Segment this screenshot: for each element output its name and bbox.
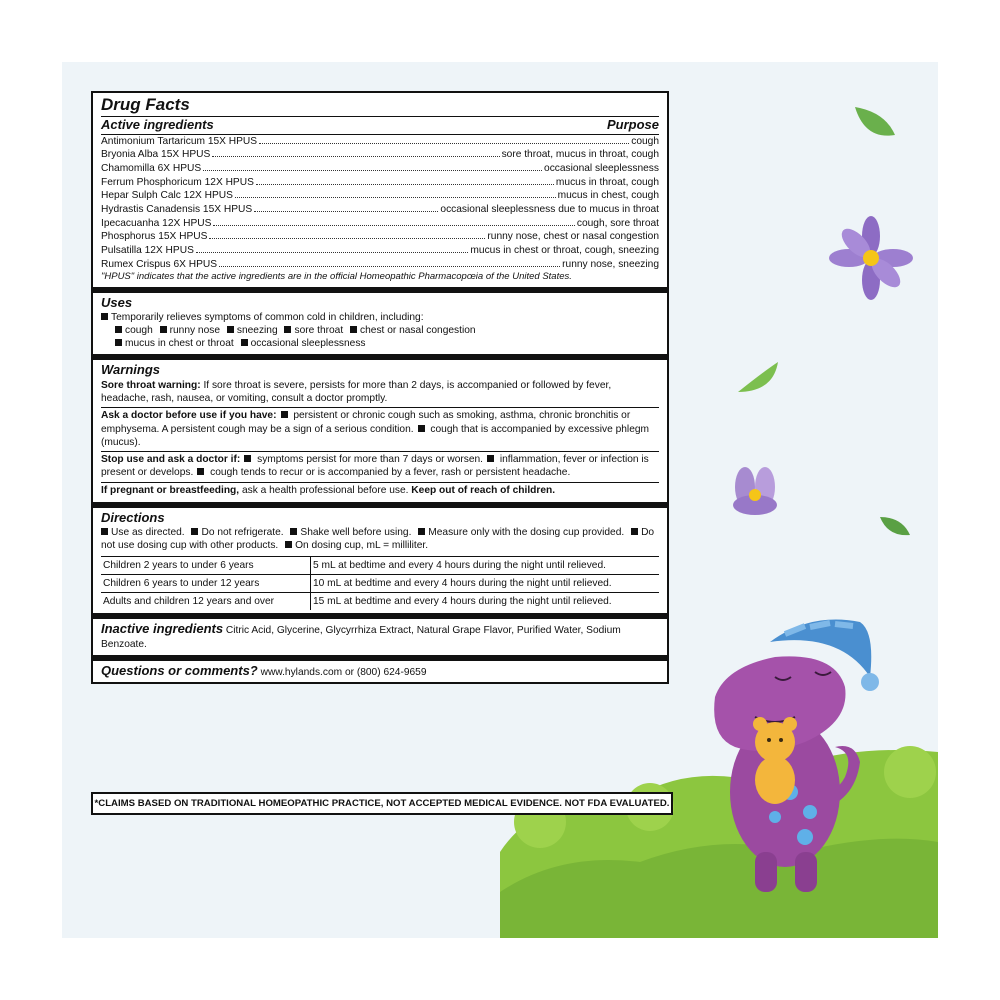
ingredient-row: [101, 217, 659, 231]
bullet-icon: [350, 326, 357, 333]
ingredient-row: [101, 189, 659, 203]
ingredient-purpose: mucus in chest or throat, cough, sneezing: [470, 245, 659, 257]
age-group: Children 6 years to under 12 years: [101, 574, 311, 592]
dosage-table: [101, 556, 659, 611]
ingredient-name: Antimonium Tartaricum 15X HPUS: [101, 135, 258, 147]
ingredient-name: Hepar Sulph Calc 12X HPUS: [101, 190, 233, 202]
directions-list: [101, 526, 659, 553]
age-group: Children 2 years to under 6 years: [101, 556, 311, 574]
ingredient-row: [101, 244, 659, 258]
ingredient-purpose: sore throat, mucus in throat, cough: [501, 149, 659, 161]
stop-use-warning: Stop use and ask a doctor if: symptoms persist for more than 7 days or worsen. inflammation, fever or infection is present or develops. cough tends to recur or is accompanied by a fever, rash or persistent headache.: [101, 452, 659, 483]
leaf-icon: [855, 107, 895, 136]
uses-header: Uses: [101, 294, 133, 310]
ingredient-name: Ipecacuanha 12X HPUS: [101, 217, 212, 229]
keep-out-of-reach: Keep out of reach of children.: [411, 484, 556, 496]
ingredient-purpose: cough, sore throat: [576, 217, 659, 229]
inactive-ingredients-section: [91, 615, 669, 656]
pregnancy-warning: If pregnant or breastfeeding, ask a health professional before use. Keep out of reach of children.: [101, 484, 556, 496]
inactive-ingredients-header: Inactive ingredients: [101, 621, 224, 637]
ingredient-row: [101, 148, 659, 162]
ingredient-row: [101, 258, 659, 272]
active-ingredients-header: Active ingredients: [101, 117, 214, 133]
use-item: chest or nasal congestion: [360, 325, 476, 337]
uses-list: [101, 324, 659, 337]
direction-item: Measure only with the dosing cup provided.: [428, 527, 625, 539]
use-item: mucus in chest or throat: [125, 338, 234, 350]
uses-intro: Temporarily relieves symptoms of common cold in children, including:: [111, 311, 424, 323]
use-item: sneezing: [236, 325, 278, 337]
directions-header: Directions: [101, 509, 165, 525]
warnings-section: [91, 356, 669, 504]
ingredient-row: [101, 230, 659, 244]
direction-item: Use as directed.: [111, 527, 185, 539]
uses-section: [91, 289, 669, 356]
leaf-icon: [738, 362, 778, 392]
bullet-icon: [290, 528, 297, 535]
flower-icon: [733, 467, 777, 515]
dose: 5 mL at bedtime and every 4 hours during the night until relieved.: [311, 556, 660, 574]
use-item: sore throat: [294, 325, 344, 337]
ingredient-name: Chamomilla 6X HPUS: [101, 162, 202, 174]
bullet-icon: [227, 326, 234, 333]
bullet-icon: [418, 528, 425, 535]
ingredient-purpose: occasional sleeplessness: [544, 162, 659, 174]
ingredient-purpose: cough: [631, 135, 659, 147]
bullet-icon: [115, 326, 122, 333]
ask-doctor-warning: Ask a doctor before use if you have: persistent or chronic cough such as smoking, asthma, chronic bronchitis or emphysema. A persistent cough may be a sign of a serious condition. cough that is accompanied by excessive phlegm (mucus).: [101, 408, 659, 452]
ingredient-list: [101, 135, 659, 272]
bullet-icon: [160, 326, 167, 333]
ingredient-row: [101, 176, 659, 190]
bullet-icon: [285, 541, 292, 548]
sore-throat-warning: Sore throat warning: If sore throat is severe, persists for more than 2 days, is accompanied or followed by fever, headache, rash, nausea, or vomiting, consult a doctor promptly.: [101, 378, 659, 409]
table-row: [101, 574, 659, 592]
drug-facts-label: [91, 91, 669, 684]
questions-contact: www.hylands.com or (800) 624-9659: [257, 666, 427, 678]
drug-facts-title: Drug Facts: [101, 95, 659, 117]
bullet-icon: [191, 528, 198, 535]
ingredient-purpose: runny nose, sneezing: [562, 258, 659, 270]
ingredient-name: Bryonia Alba 15X HPUS: [101, 149, 211, 161]
questions-header: Questions or comments?: [101, 662, 258, 678]
direction-item: Shake well before using.: [300, 527, 412, 539]
active-ingredients-section: [91, 91, 669, 289]
directions-section: [91, 504, 669, 616]
ingredient-name: Pulsatilla 12X HPUS: [101, 245, 194, 257]
table-row: [101, 593, 659, 611]
dose: 15 mL at bedtime and every 4 hours during the night until relieved.: [311, 593, 660, 611]
direction-item: Do not use dosing cup with other products.: [101, 527, 655, 552]
purpose-header: Purpose: [606, 117, 659, 133]
use-item: occasional sleeplessness: [250, 338, 366, 350]
bullet-icon: [284, 326, 291, 333]
ingredient-purpose: mucus in chest, cough: [557, 190, 659, 202]
ingredient-row: [101, 135, 659, 149]
ingredient-purpose: mucus in throat, cough: [555, 176, 659, 188]
ingredient-name: Hydrastis Canadensis 15X HPUS: [101, 204, 253, 215]
ingredient-row: [101, 162, 659, 176]
leaf-icon: [880, 517, 910, 535]
table-row: [101, 556, 659, 574]
questions-section: [91, 657, 669, 685]
warnings-header: Warnings: [101, 361, 160, 377]
age-group: Adults and children 12 years and over: [101, 593, 311, 611]
ingredient-purpose: occasional sleeplessness due to mucus in throat: [440, 204, 659, 215]
bullet-icon: [241, 339, 248, 346]
ingredient-row: [101, 203, 659, 217]
inactive-ingredients-text: Citric Acid, Glycerine, Glycyrrhiza Extract, Natural Grape Flavor, Purified Water, Sodium Benzoate.: [101, 625, 621, 651]
flower-icon: [829, 216, 913, 300]
uses-list: [101, 337, 659, 350]
bullet-icon: [631, 528, 638, 535]
dose: 10 mL at bedtime and every 4 hours during the night until relieved.: [311, 574, 660, 592]
claims-disclaimer: *CLAIMS BASED ON TRADITIONAL HOMEOPATHIC PRACTICE, NOT ACCEPTED MEDICAL EVIDENCE. NOT FDA EVALUATED.: [91, 792, 673, 815]
ingredient-name: Ferrum Phosphoricum 12X HPUS: [101, 176, 254, 188]
ingredient-name: Rumex Crispus 6X HPUS: [101, 258, 218, 270]
direction-item: Do not refrigerate.: [201, 527, 284, 539]
ingredient-purpose: runny nose, chest or nasal congestion: [487, 231, 659, 243]
use-item: runny nose: [169, 325, 221, 337]
direction-item: On dosing cup, mL = milliliter.: [295, 540, 429, 552]
bullet-icon: [101, 528, 108, 535]
ingredient-name: Phosphorus 15X HPUS: [101, 231, 208, 243]
hpus-note: "HPUS" indicates that the active ingredients are in the official Homeopathic Pharmacopœia of the United States.: [101, 271, 572, 283]
bullet-icon: [115, 339, 122, 346]
use-item: cough: [125, 325, 153, 337]
